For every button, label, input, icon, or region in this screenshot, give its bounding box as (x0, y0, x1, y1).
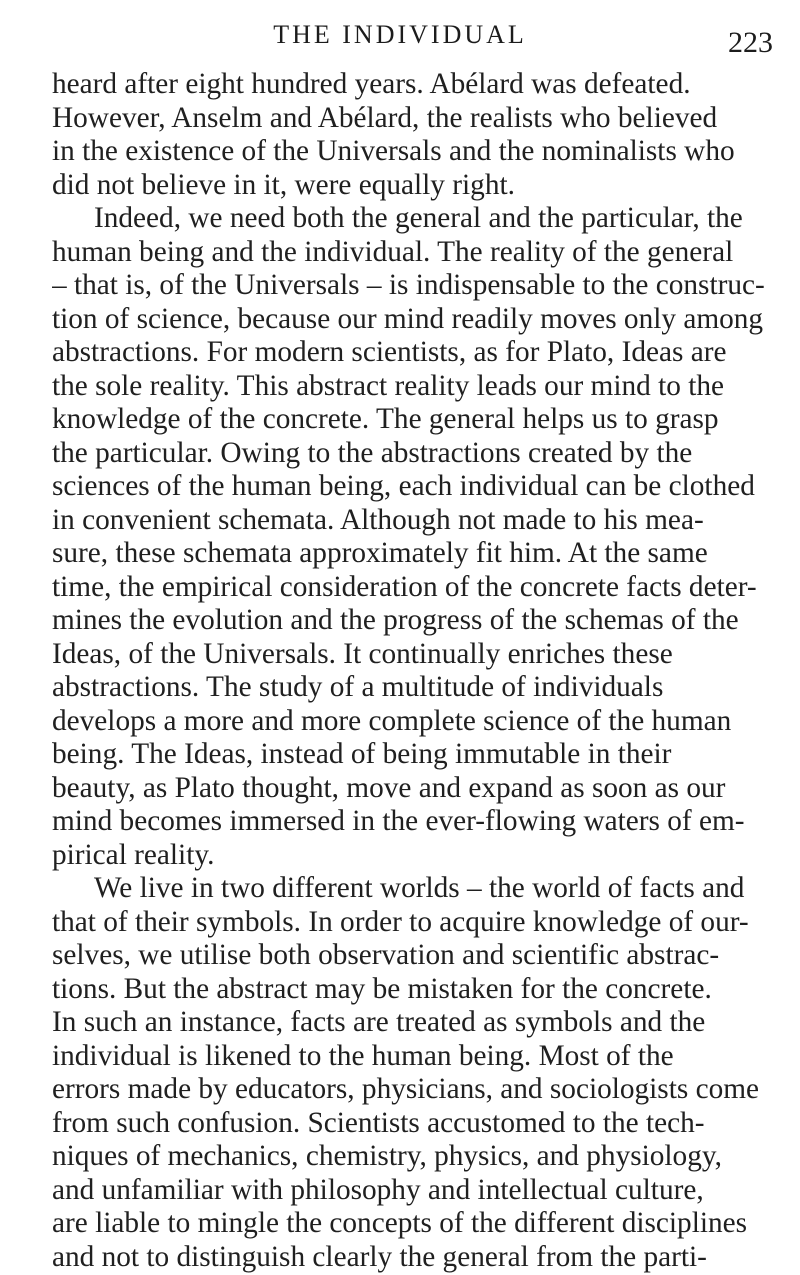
text-line: Ideas, of the Universals. It continually enriches these (52, 637, 673, 670)
text-line: niques of mechanics, chemistry, physics, and physiology, (52, 1140, 722, 1172)
text-line: knowledge of the concrete. The general helps us to grasp (52, 403, 719, 435)
text-line: the sole reality. This abstract reality leads our mind to the (52, 369, 725, 402)
text-line: that of their symbols. In order to acquire knowledge of our- (52, 905, 749, 938)
text-line: human being and the individual. The reality of the general (52, 235, 734, 268)
text-line: abstractions. For modern scientists, as for Plato, Ideas are (52, 336, 727, 368)
text-line: selves, we utilise both observation and scientific abstrac- (52, 939, 720, 971)
text-line: In such an instance, facts are treated as symbols and the (52, 1006, 706, 1038)
text-line: – that is, of the Universals – is indispensable to the construc- (52, 269, 765, 301)
text-line: sciences of the human being, each individual can be clothed (52, 470, 755, 502)
text-line: and unfamiliar with philosophy and intellectual culture, (52, 1173, 704, 1206)
text-line: However, Anselm and Abélard, the realists who believed (52, 101, 718, 134)
text-line: pirical reality. (52, 838, 215, 871)
text-line: did not believe in it, were equally right. (52, 168, 515, 201)
running-head: THE INDIVIDUAL (273, 20, 527, 49)
text-line: from such confusion. Scientists accustomed to the tech- (52, 1106, 705, 1139)
text-line: tion of science, because our mind readily moves only among (52, 302, 764, 335)
text-line: time, the empirical consideration of the concrete facts deter- (52, 570, 757, 603)
text-line: sure, these schemata approximately fit him. At the same (52, 537, 708, 569)
text-line: abstractions. The study of a multitude of individuals (52, 671, 664, 703)
paragraph-start-line: We live in two different worlds – the world of facts and (94, 872, 745, 904)
text-line: are liable to mingle the concepts of the different disciplines (52, 1207, 748, 1239)
paragraph-start-line: Indeed, we need both the general and the particular, the (94, 202, 743, 234)
text-line: tions. But the abstract may be mistaken for the concrete. (52, 972, 712, 1005)
text-line: mind becomes immersed in the ever-flowing waters of em- (52, 805, 745, 837)
body-text (52, 68, 792, 1274)
text-line: errors made by educators, physicians, and sociologists come (52, 1073, 760, 1105)
text-line: being. The Ideas, instead of being immutable in their (52, 738, 672, 770)
text-line: in convenient schemata. Although not made to his mea- (52, 503, 704, 536)
text-line: and not to distinguish clearly the general from the parti- (52, 1240, 707, 1273)
text-line: the particular. Owing to the abstractions created by the (52, 436, 693, 469)
text-line: heard after eight hundred years. Abélard was defeated. (52, 68, 691, 100)
text-line: beauty, as Plato thought, move and expand as soon as our (52, 771, 726, 804)
page-number: 223 (728, 26, 773, 59)
text-line: develops a more and more complete science of the human (52, 704, 732, 737)
text-line: individual is likened to the human being. Most of the (52, 1039, 674, 1072)
text-line: in the existence of the Universals and the nominalists who (52, 135, 735, 167)
text-line: mines the evolution and the progress of the schemas of the (52, 604, 739, 636)
